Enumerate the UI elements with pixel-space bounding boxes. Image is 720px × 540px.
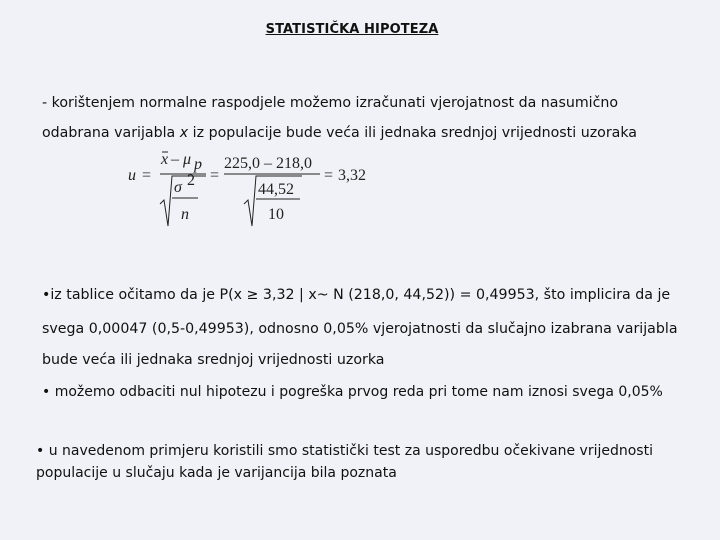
formula-equals: = xyxy=(142,167,152,184)
sigma-symbol: σ xyxy=(174,179,182,196)
paragraph-2-line-1: •iz tablice očitamo da je P(x ≥ 3,32 | x~ N (218,0, 44,52)) = 0,49953, što implicira da je xyxy=(42,287,671,303)
formula-equals-2: = xyxy=(210,167,220,184)
denominator-n: n xyxy=(181,206,189,223)
formula-result: 3,32 xyxy=(338,167,366,184)
paragraph-2-line-2: svega 0,00047 (0,5-0,49953), odnosno 0,05% vjerojatnosti da slučajno izabrana varijabla xyxy=(42,321,678,337)
text-segment: iz populacije bude veća ili jednaka srednjoj vrijednosti uzoraka xyxy=(188,125,638,141)
formula-lhs: u xyxy=(128,167,136,184)
page-title: STATISTIČKA HIPOTEZA xyxy=(265,22,439,37)
text-segment: odabrana varijabla xyxy=(42,125,180,141)
paragraph-1-line-2 xyxy=(42,116,637,150)
numeric-denominator-top: 44,52 xyxy=(258,181,294,198)
numerator-mu: – μ xyxy=(171,151,192,168)
paragraph-1-line-1: - korištenjem normalne raspodjele možemo izračunati vjerojatnost da nasumično xyxy=(42,95,619,111)
paragraph-4-line-1: • u navedenom primjeru koristili smo statistički test za usporedbu očekivane vrijednosti xyxy=(36,443,653,459)
numeric-numerator: 225,0 – 218,0 xyxy=(224,155,312,172)
numeric-denominator-bottom: 10 xyxy=(268,206,284,223)
paragraph-3: • možemo odbaciti nul hipotezu i pogreška prvog reda pri tome nam iznosi svega 0,05% xyxy=(42,384,663,400)
z-score-formula xyxy=(126,148,386,232)
numerator-x: x xyxy=(161,151,169,168)
paragraph-2-line-3: bude veća ili jednaka srednjoj vrijednosti uzorka xyxy=(42,352,385,368)
formula-equals-3: = xyxy=(324,167,334,184)
variable-x: x xyxy=(179,125,189,141)
sigma-exponent: 2 xyxy=(187,172,195,189)
paragraph-4 xyxy=(36,440,653,484)
numerator-mu-subscript: p xyxy=(194,156,202,173)
paragraph-4-line-2: populacije u slučaju kada je varijancija bila poznata xyxy=(36,465,397,481)
